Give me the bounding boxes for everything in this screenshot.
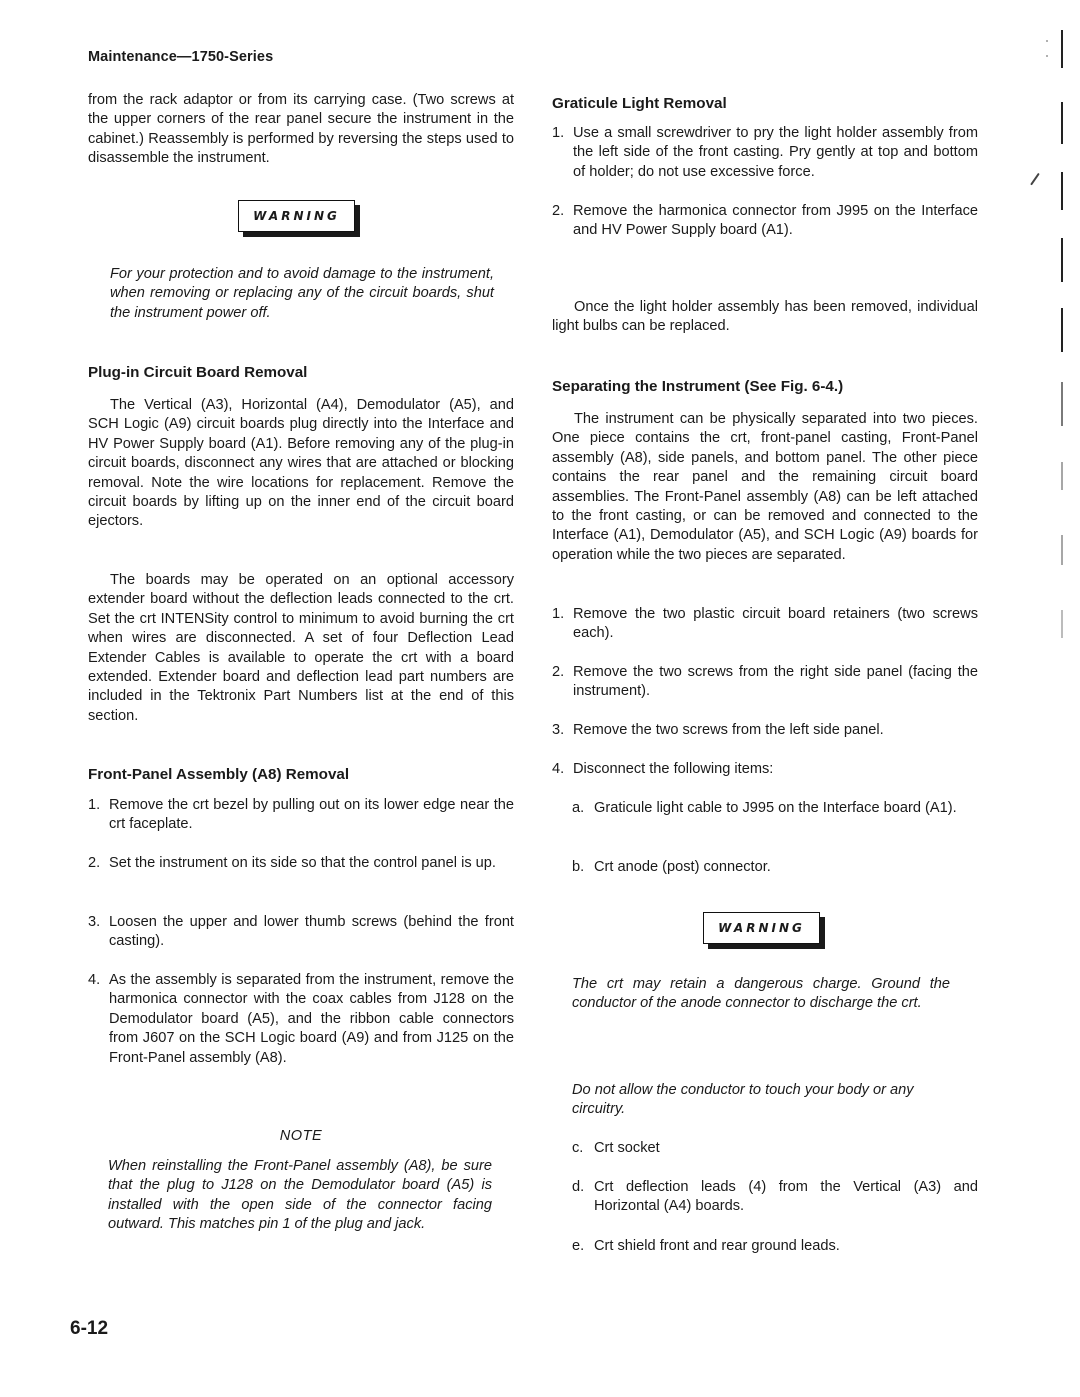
separating-section xyxy=(552,377,978,397)
warning-text: The crt may retain a dangerous charge. Ground the conductor of the anode connector to discharge the crt. xyxy=(572,976,950,1012)
separating-paragraph: The instrument can be physically separated into two pieces. One piece contains the crt, front-panel casting, Front-Panel assembly (A8), side panels, and bottom panel. The other piece contains the rear panel and the remaining circuit board assemblies. The Front-Panel assembly (A8) can be left attached to the front casting, or can be removed and connected to the Interface (A1), Demodulator (A5), and SCH Logic (A9) boards for operation while the two pieces are separated. xyxy=(552,411,978,563)
disconnect-substep: a. Graticule light cable to J995 on the Interface board (A1). xyxy=(572,800,957,816)
front-panel-step: 4. As the assembly is separated from the instrument, remove the harmonica connector with the coax cables from J128 on the Demodulator board (A5), and the ribbon cable connectors from J607 on the SCH Logic board (A9) and from J125 on the Front-Panel assembly (A8). xyxy=(88,972,514,1066)
scan-speck xyxy=(1046,40,1048,42)
section-heading: Separating the Instrument (See Fig. 6-4.) xyxy=(552,378,844,395)
scan-edge-mark xyxy=(1061,382,1063,426)
front-panel-step: 3. Loosen the upper and lower thumb screws (behind the front casting). xyxy=(88,914,514,950)
front-panel-step: 1. Remove the crt bezel by pulling out on its lower edge near the crt faceplate. xyxy=(88,797,514,833)
separating-step: 1. Remove the two plastic circuit board retainers (two screws each). xyxy=(552,606,978,642)
scan-speck xyxy=(1030,173,1039,185)
warning-badge xyxy=(703,912,820,944)
scan-edge-mark xyxy=(1061,238,1063,282)
warning-text: Do not allow the conductor to touch your body or any circuitry. xyxy=(572,1082,914,1118)
plugin-paragraph-2: The boards may be operated on an optional accessory extender board without the deflection leads connected to the crt. Set the crt INTENSity control to minimum to avoid burning the crt when wires are disconnected. A set of four Deflection Lead Extender Cables is available to operate the crt with a board extended. Extender board and deflection lead part numbers are included in the Tektronix Part Numbers list at the end of this section. xyxy=(88,572,514,724)
note-text: When reinstalling the Front-Panel assembly (A8), be sure that the plug to J128 on the Demodulator board (A5) is installed with the open side of the connector facing outward. This matches pin 1 of the plug and jack. xyxy=(108,1158,492,1233)
section-heading: Plug-in Circuit Board Removal xyxy=(88,364,308,381)
plugin-paragraph-1: The Vertical (A3), Horizontal (A4), Demodulator (A5), and SCH Logic (A9) circuit boards plug directly into the Interface and HV Power Supply board (A1). Before removing any of the plug-in circuit boards, disconnect any wires that are attached or blocking removal. Note the wire locations for replacement. Remove the circuit boards by lifting up on the inner end of the circuit board ejectors. xyxy=(88,397,514,530)
separating-step: 3. Remove the two screws from the left side panel. xyxy=(552,722,884,738)
scan-edge-mark xyxy=(1061,172,1063,210)
scan-edge-mark xyxy=(1061,610,1063,638)
warning-badge xyxy=(238,200,355,232)
note-title: NOTE xyxy=(279,1128,323,1144)
front-panel-section xyxy=(88,765,514,785)
front-panel-step: 2. Set the instrument on its side so that the control panel is up. xyxy=(88,855,496,871)
scan-speck xyxy=(1046,55,1048,57)
graticule-step: 1. Use a small screwdriver to pry the light holder assembly from the left side of the front casting. Pry gently at top and bottom of holder; do not use excessive force. xyxy=(552,125,978,180)
warning-text: For your protection and to avoid damage to the instrument, when removing or replacing any of the circuit boards, shut the instrument power off. xyxy=(110,266,494,321)
intro-paragraph: from the rack adaptor or from its carrying case. (Two screws at the upper corners of the rear panel secure the instrument in the cabinet.) Reassembly is performed by reversing the steps used to disassemble the instrument. xyxy=(88,92,514,167)
disconnect-substep: c. Crt socket xyxy=(572,1140,660,1156)
section-heading: Graticule Light Removal xyxy=(552,95,727,112)
scan-edge-mark xyxy=(1061,102,1063,144)
graticule-section xyxy=(552,94,978,114)
scan-edge-mark xyxy=(1061,30,1063,68)
separating-step: 4. Disconnect the following items: xyxy=(552,761,774,777)
disconnect-substep: d. Crt deflection leads (4) from the Vertical (A3) and Horizontal (A4) boards. xyxy=(572,1179,978,1215)
warning-label: WARNING xyxy=(718,921,805,935)
disconnect-substep: e. Crt shield front and rear ground leads. xyxy=(572,1238,840,1254)
warning-label: WARNING xyxy=(253,209,340,223)
disconnect-substep: b. Crt anode (post) connector. xyxy=(572,859,771,875)
graticule-paragraph: Once the light holder assembly has been removed, individual light bulbs can be replaced. xyxy=(552,299,978,335)
graticule-step: 2. Remove the harmonica connector from J995 on the Interface and HV Power Supply board (A1). xyxy=(552,203,978,239)
running-head: Maintenance—1750-Series xyxy=(88,49,274,65)
scan-edge-mark xyxy=(1061,535,1063,565)
separating-step: 2. Remove the two screws from the right side panel (facing the instrument). xyxy=(552,664,978,700)
plugin-section xyxy=(88,363,514,383)
section-heading: Front-Panel Assembly (A8) Removal xyxy=(88,766,350,783)
page-number: 6-12 xyxy=(70,1318,109,1339)
scan-edge-mark xyxy=(1061,462,1063,490)
scan-edge-mark xyxy=(1061,308,1063,352)
